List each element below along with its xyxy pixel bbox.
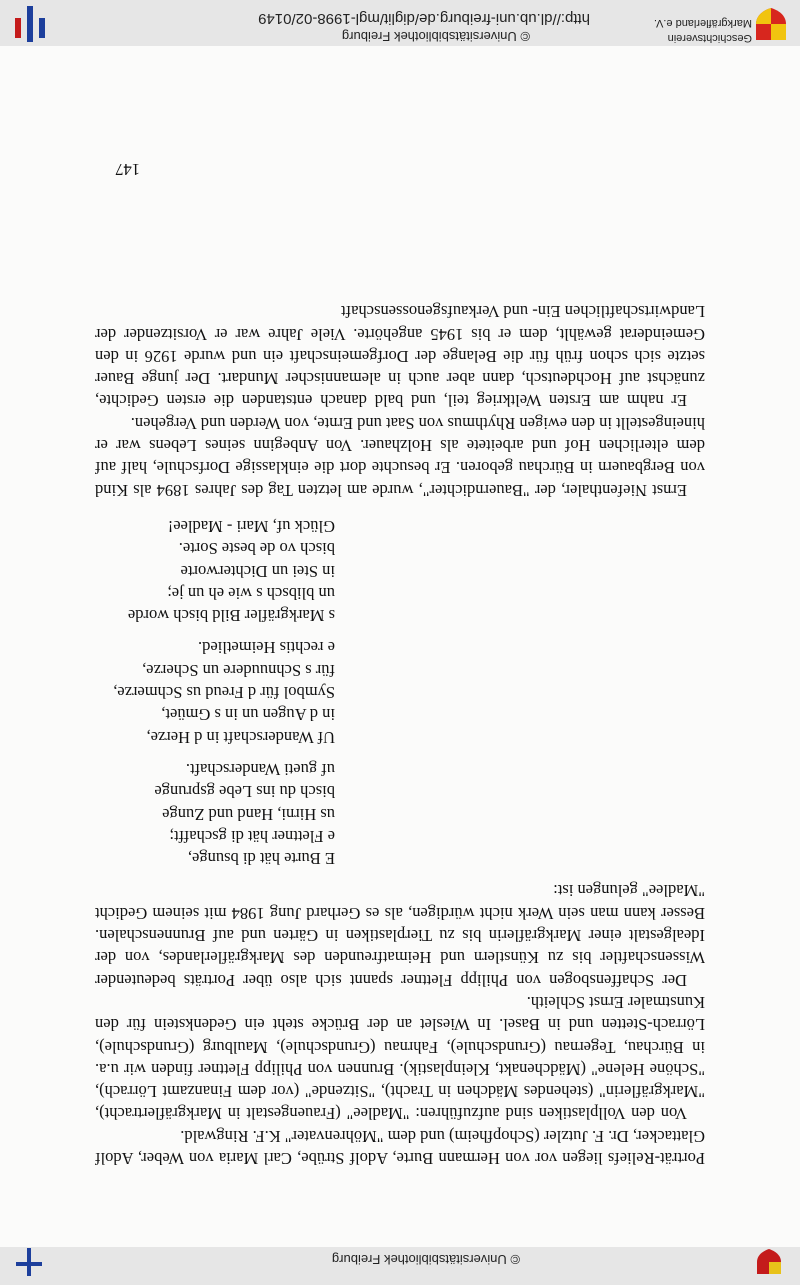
poem-line: in Stei un Dichterworte [180, 561, 335, 581]
top-strip-copyright: © Universitätsbibliothek Freiburg [331, 1252, 520, 1267]
poem-line: s Markgräfler Bild bisch worde [127, 606, 335, 626]
page-number: 147 [115, 160, 140, 179]
poem-line: bisch vo de beste Sorte. [178, 539, 335, 559]
ub-freiburg-logo-icon [10, 7, 48, 41]
poem-line: in d Augen un in s Gmüet, [161, 705, 335, 725]
scan-footer-bar [0, 0, 800, 46]
society-name: Geschichtsverein [667, 32, 752, 44]
paragraph-vollplastiken: Von den Vollplastiken sind aufzuführen: "Madlee" (Frauengestalt in Markgräflertracht), "Markgräflerin" (stehendes Mädchen in Tracht), "Sitzende" (vor dem Finanzamt Lörrach), "Schöne Helene" (Mädchenakt, Kleinplastik). Brunnen von Philipp Flettner finden wir u.a. in Bürchau, Tegernau (Grundschule), Fahrnau (Grundschule), Maulburg (Grundschule), Lörrach-Stetten und in Basel. In Wieslet an der Brücke steht ein Gedenkstein für den Kunstmaler Ernst Schleith. [95, 992, 705, 1124]
ub-logo-icon [10, 1245, 48, 1279]
poem-line: uf gueti Wanderschaft. [185, 759, 335, 779]
poem-line: Glück uf, Mari - Madlee! [167, 516, 335, 536]
poem-stanza-3 [95, 515, 335, 626]
poem-line: für s Schnuudere un Scherze, [142, 660, 335, 680]
coat-of-arms-icon [750, 1245, 788, 1279]
paragraph-schaffensbogen: Der Schaffensbogen von Philipp Flettner spannt sich also über Porträts bedeutender Wissenschaftler bis zu Künstlern und Heimatfreunden des Markgräflerlandes, von der Idealgestalt einer Markgräflerin bis zu Tierplastiken in Gärten und auf Brunnenschalen. Besser kann man sein Werk nicht würdigen, als es Gerhard Jung 1984 mit seinem Gedicht "Madlee" gelungen ist: [95, 881, 705, 990]
society-region: Markgräflerland e.V. [653, 17, 752, 29]
poem-stanza-1 [95, 758, 335, 869]
poem-line: E Burte hät di bsunge, [187, 849, 335, 869]
document-body [95, 300, 705, 1169]
poem-line: e rechtis Heimetlied. [198, 638, 335, 658]
poem-stanza-2 [95, 636, 335, 747]
geschichtsverein-logo-icon [752, 7, 790, 41]
poem-line: Symbol für d Freud us Schmerze, [113, 683, 335, 703]
poem-line: un blibsch s wie eh un je; [167, 583, 335, 603]
paragraph-niefenthaler: Ernst Niefenthaler, der "Bauerndichter", wurde am letzten Tag des Jahres 1894 als Kind von Bergbauern in Bürchau geboren. Er besuchte dort die einklassige Dorfschule, half auf dem elterlichen Hof und arbeitete als Holzhauer. Von Anbeginn seines Lebens war er hineingestellt in den ewigen Rhythmus von Saat und Ernte, von Werden und Vergehen. [95, 413, 705, 500]
paragraph-weltkrieg: Er nahm am Ersten Weltkrieg teil, und bald danach entstanden die ersten Gedichte, zunächst auf Hochdeutsch, dann aber auch in alemannischer Mundart. Der junge Bauer setzte sich schon früh für die Belange der Dorfgemeinschaft ein und wurde 1926 in den Gemeinderat gewählt, dem er bis 1945 angehörte. Viele Jahre war er Vorsitzender der Landwirtschaftlichen Ein- und Verkaufsgenossenschaft [95, 302, 705, 411]
poem-line: Uf Wanderschaft in d Herze, [146, 727, 335, 747]
poem-line: bisch du ins Lebe gsprunge [154, 782, 335, 802]
poem-line: e Flettner hät di gschafft; [169, 826, 335, 846]
paragraph-portrait-reliefs: Porträt-Reliefs liegen vor von Hermann Burte, Adolf Strübe, Carl Maria von Weber, Adolf Glattacker, Dr. F. Jutzler (Schopfheim) und dem "Möhrenvater" K.F. Ringwald. [95, 1126, 705, 1168]
footer-url-link[interactable]: http://dl.ub.uni-freiburg.de/diglit/mgl-1998-02/0149 [258, 10, 590, 27]
poem-line: us Hirni, Hand und Zunge [162, 804, 335, 824]
top-strip [0, 1247, 800, 1285]
footer-copyright: © Universitätsbibliothek Freiburg [341, 29, 530, 44]
